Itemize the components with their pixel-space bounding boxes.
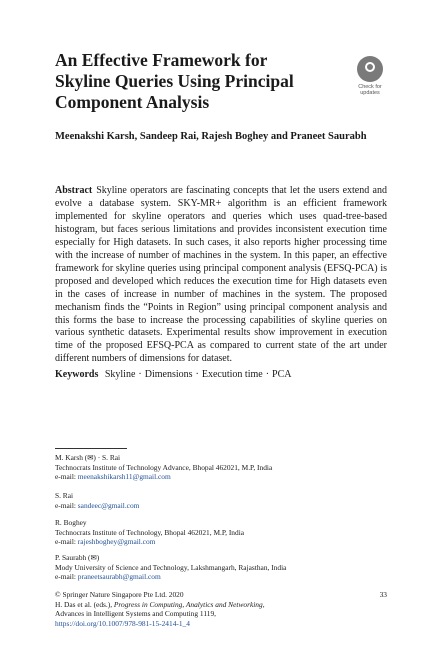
citation-line	[55, 600, 387, 610]
email-prefix: e-mail:	[55, 472, 76, 482]
citation-suffix: ,	[262, 599, 265, 609]
affiliation-block	[55, 518, 395, 547]
keyword-separator: ·	[138, 369, 142, 380]
abstract-label: Abstract	[55, 185, 93, 196]
affiliation-block	[55, 491, 395, 510]
series-line: Advances in Intelligent Systems and Computing 1119,	[55, 609, 217, 619]
keywords-label: Keywords	[55, 369, 99, 380]
affiliation-name: M. Karsh (✉) · S. Rai	[55, 453, 121, 462]
affiliation-email-line	[55, 472, 395, 482]
copyright-line: © Springer Nature Singapore Pte Ltd. 2020	[55, 590, 184, 599]
badge-label-2: updates	[360, 90, 380, 96]
affiliation-institution: Mody University of Science and Technology, Lakshmangarh, Rajasthan, India	[55, 562, 287, 572]
doi-link[interactable]: https://doi.org/10.1007/978-981-15-2414-1_4	[55, 618, 190, 628]
affiliation-email-line	[55, 537, 395, 547]
email-prefix: e-mail:	[55, 500, 76, 510]
affiliation-email-line	[55, 501, 395, 511]
affiliation-institution: Technocrats Institute of Technology Advance, Bhopal 462021, M.P, India	[55, 462, 273, 472]
citation-prefix: H. Das et al. (eds.),	[55, 599, 114, 609]
check-for-updates-badge[interactable]	[354, 56, 386, 96]
affiliation-name: P. Saurabh (✉)	[55, 553, 100, 562]
page-number: 33	[379, 590, 387, 599]
keyword-item: PCA	[272, 369, 292, 380]
author-list: Meenakshi Karsh, Sandeep Rai, Rajesh Boghey and Praneet Saurabh	[55, 131, 367, 142]
keyword-item: Skyline	[104, 369, 136, 380]
email-link[interactable]: praneetsaurabh@gmail.com	[77, 572, 161, 582]
check-for-updates-icon	[357, 56, 383, 82]
badge-label-1: Check for	[358, 84, 382, 90]
keywords	[55, 369, 387, 380]
affiliation-email-line	[55, 572, 395, 582]
affiliation-name: S. Rai	[55, 491, 74, 500]
keyword-item: Execution time	[201, 369, 263, 380]
footnote-divider	[55, 448, 127, 449]
email-prefix: e-mail:	[55, 537, 76, 547]
abstract-text: Skyline operators are fascinating concepts that let the users extend and evolve a database system. SKY-MR+ algorithm is an efficient framework implemented for skyline operators and queries which uses quad-tree-based histogram, but faces serious limitations and provides inconsistent execution time especially for High datasets. In such cases, it also reports higher processing time with the increase of number of machines in the system. In this paper, an effective framework for skyline queries using principal component analysis (EFSQ-PCA) is proposed and developed which reduces the execution time for High datasets even in the cases of increase in number of machines in the system. The proposed mechanism finds the “Points in Region” using principal component analysis and this forms the base to increase the processing capabilities of skyline queries on various synthetic datasets. Experimental results show improvement in execution time of the proposed EFSQ-PCA as compared to current state of the art under different numbers of dimensions for dataset.	[55, 185, 387, 365]
keyword-separator: ·	[265, 369, 270, 380]
keyword-separator: ·	[195, 369, 199, 380]
paper-title: An Effective Framework for Skyline Queries Using Principal Component Analysis	[55, 50, 294, 112]
abstract	[55, 185, 387, 366]
email-prefix: e-mail:	[55, 572, 76, 582]
affiliation-institution: Technocrats Institute of Technology, Bhopal 462021, M.P, India	[55, 527, 245, 537]
email-link[interactable]: meenakshikarsh11@gmail.com	[77, 472, 171, 482]
citation-title: Progress in Computing, Analytics and Networking	[113, 599, 263, 609]
affiliation-name: R. Boghey	[55, 518, 87, 527]
keyword-item: Dimensions	[144, 369, 193, 380]
email-link[interactable]: sandeec@gmail.com	[77, 500, 140, 510]
affiliation-block	[55, 453, 395, 482]
email-link[interactable]: rajeshboghey@gmail.com	[77, 537, 156, 547]
publication-footer	[55, 590, 387, 628]
affiliation-block	[55, 553, 395, 582]
